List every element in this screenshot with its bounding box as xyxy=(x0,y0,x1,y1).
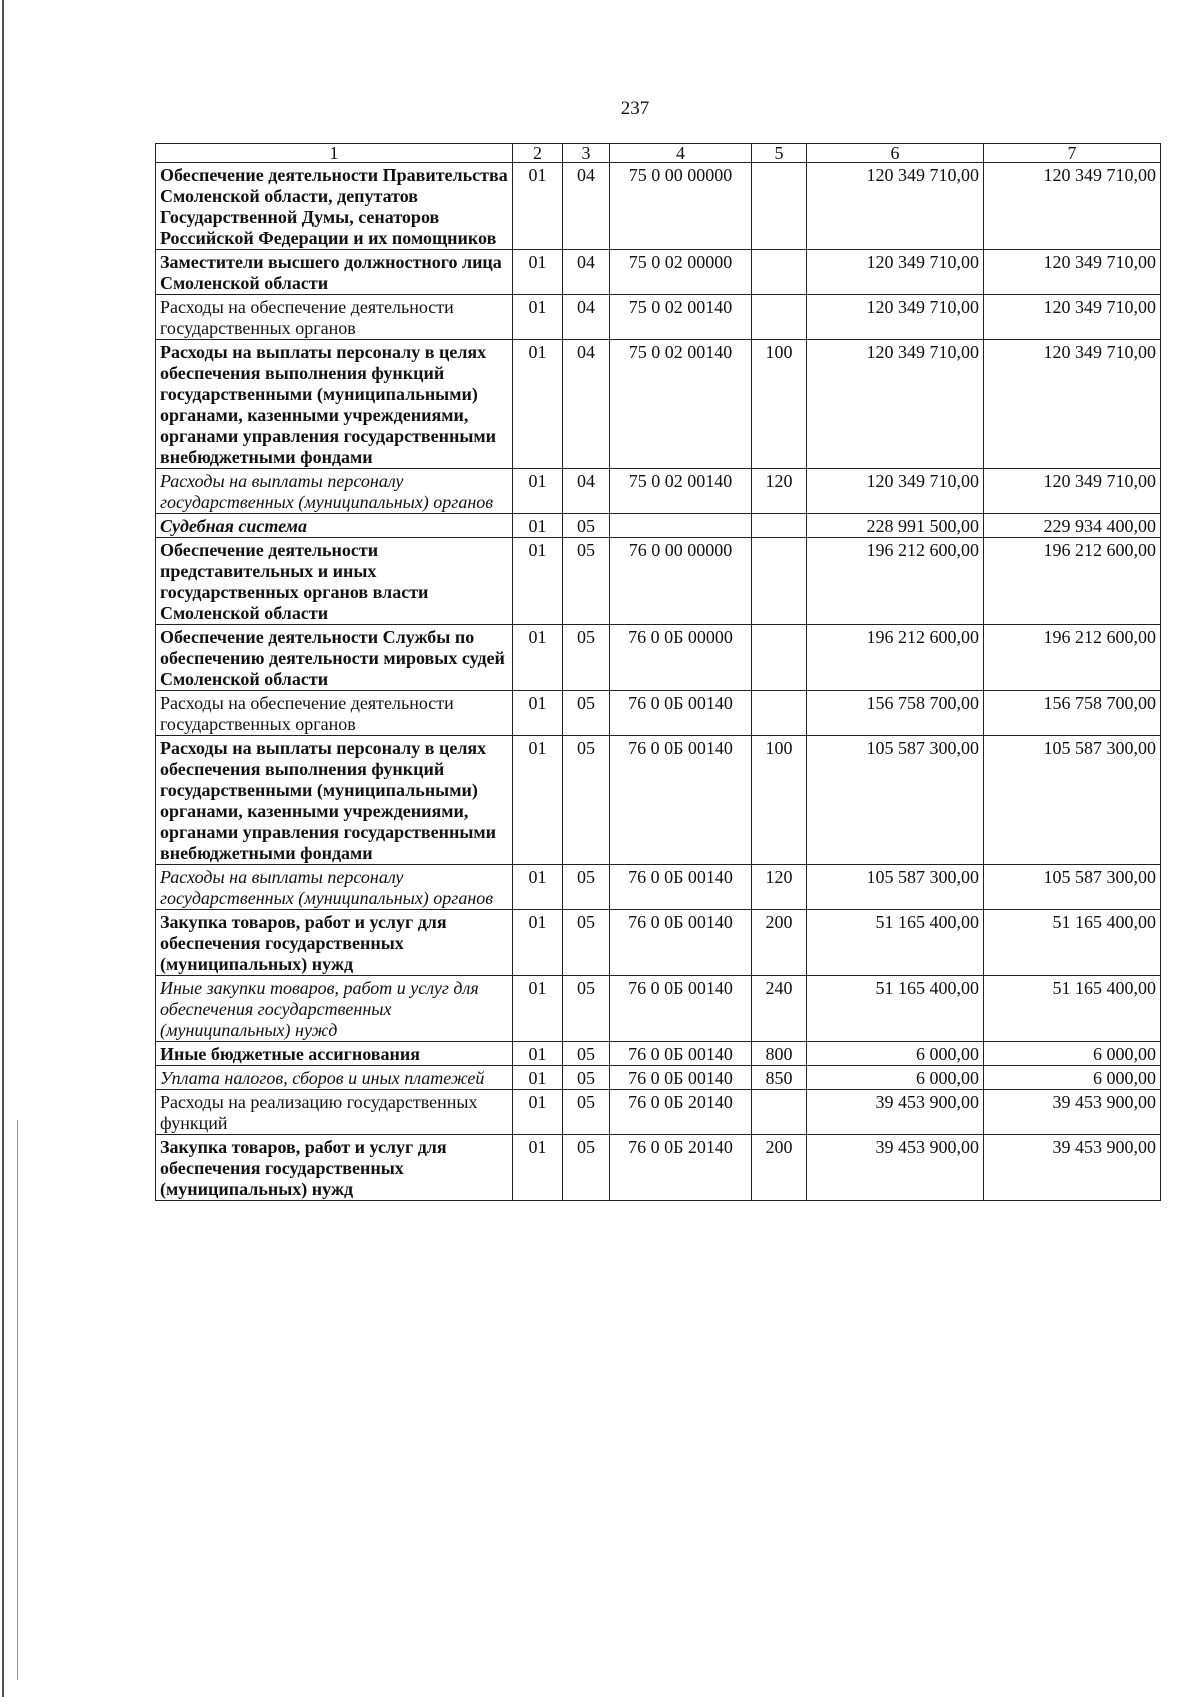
row-target-code-cell: 75 0 02 00140 xyxy=(610,469,752,514)
row-target-code-cell: 75 0 00 00000 xyxy=(610,163,752,250)
row-name-cell: Расходы на выплаты персоналу государственных (муниципальных) органов xyxy=(156,865,513,910)
row-amount-1-cell: 120 349 710,00 xyxy=(807,340,984,469)
row-expense-type-cell: 100 xyxy=(752,340,807,469)
row-subsection-code-cell: 04 xyxy=(563,163,610,250)
row-section-code-cell: 01 xyxy=(513,691,563,736)
table-row xyxy=(156,538,1161,625)
row-expense-type-cell xyxy=(752,625,807,691)
row-subsection-code-cell: 05 xyxy=(563,625,610,691)
row-amount-1-cell: 105 587 300,00 xyxy=(807,736,984,865)
row-amount-2-cell: 39 453 900,00 xyxy=(984,1135,1161,1201)
row-subsection-code-cell: 05 xyxy=(563,976,610,1042)
header-col-7: 7 xyxy=(984,144,1161,163)
row-subsection-code-cell: 04 xyxy=(563,340,610,469)
row-expense-type-cell xyxy=(752,538,807,625)
row-target-code-cell: 76 0 0Б 00140 xyxy=(610,736,752,865)
row-name-cell: Закупка товаров, работ и услуг для обеспечения государственных (муниципальных) нужд xyxy=(156,1135,513,1201)
row-subsection-code-cell: 05 xyxy=(563,514,610,538)
row-expense-type-cell: 850 xyxy=(752,1066,807,1090)
table-row xyxy=(156,469,1161,514)
row-expense-type-cell: 200 xyxy=(752,910,807,976)
row-name-cell: Расходы на выплаты персоналу государственных (муниципальных) органов xyxy=(156,469,513,514)
row-amount-2-cell: 120 349 710,00 xyxy=(984,163,1161,250)
row-name-cell: Заместители высшего должностного лица Смоленской области xyxy=(156,250,513,295)
row-subsection-code-cell: 04 xyxy=(563,295,610,340)
table-row xyxy=(156,865,1161,910)
row-amount-2-cell: 51 165 400,00 xyxy=(984,976,1161,1042)
row-subsection-code-cell: 04 xyxy=(563,469,610,514)
table-row xyxy=(156,163,1161,250)
table-row xyxy=(156,976,1161,1042)
row-subsection-code-cell: 05 xyxy=(563,1042,610,1066)
row-amount-1-cell: 156 758 700,00 xyxy=(807,691,984,736)
row-expense-type-cell xyxy=(752,295,807,340)
row-expense-type-cell xyxy=(752,250,807,295)
table-row xyxy=(156,691,1161,736)
row-target-code-cell: 76 0 00 00000 xyxy=(610,538,752,625)
row-amount-2-cell: 105 587 300,00 xyxy=(984,736,1161,865)
row-expense-type-cell xyxy=(752,163,807,250)
row-amount-1-cell: 51 165 400,00 xyxy=(807,976,984,1042)
row-section-code-cell: 01 xyxy=(513,538,563,625)
row-amount-1-cell: 105 587 300,00 xyxy=(807,865,984,910)
row-name-cell: Судебная система xyxy=(156,514,513,538)
row-amount-2-cell: 51 165 400,00 xyxy=(984,910,1161,976)
row-expense-type-cell: 240 xyxy=(752,976,807,1042)
row-target-code-cell: 76 0 0Б 00140 xyxy=(610,910,752,976)
table-row xyxy=(156,1042,1161,1066)
table-row xyxy=(156,514,1161,538)
row-subsection-code-cell: 05 xyxy=(563,691,610,736)
row-target-code-cell: 76 0 0Б 00140 xyxy=(610,976,752,1042)
row-section-code-cell: 01 xyxy=(513,295,563,340)
header-col-1: 1 xyxy=(156,144,513,163)
row-expense-type-cell xyxy=(752,1090,807,1135)
row-name-cell: Обеспечение деятельности представительных и иных государственных органов власти Смоленской области xyxy=(156,538,513,625)
header-col-3: 3 xyxy=(563,144,610,163)
row-subsection-code-cell: 04 xyxy=(563,250,610,295)
row-amount-1-cell: 51 165 400,00 xyxy=(807,910,984,976)
row-amount-1-cell: 120 349 710,00 xyxy=(807,250,984,295)
table-row xyxy=(156,910,1161,976)
row-section-code-cell: 01 xyxy=(513,865,563,910)
row-section-code-cell: 01 xyxy=(513,910,563,976)
row-amount-1-cell: 196 212 600,00 xyxy=(807,625,984,691)
table-row xyxy=(156,625,1161,691)
row-amount-1-cell: 6 000,00 xyxy=(807,1042,984,1066)
row-name-cell: Обеспечение деятельности Службы по обеспечению деятельности мировых судей Смоленской области xyxy=(156,625,513,691)
row-expense-type-cell: 100 xyxy=(752,736,807,865)
row-expense-type-cell: 120 xyxy=(752,865,807,910)
scan-edge-line-inner xyxy=(17,1120,18,1680)
row-amount-2-cell: 196 212 600,00 xyxy=(984,625,1161,691)
row-amount-1-cell: 120 349 710,00 xyxy=(807,295,984,340)
row-amount-1-cell: 120 349 710,00 xyxy=(807,163,984,250)
row-expense-type-cell: 120 xyxy=(752,469,807,514)
header-col-5: 5 xyxy=(752,144,807,163)
row-target-code-cell: 76 0 0Б 00000 xyxy=(610,625,752,691)
header-col-6: 6 xyxy=(807,144,984,163)
row-subsection-code-cell: 05 xyxy=(563,1135,610,1201)
row-section-code-cell: 01 xyxy=(513,250,563,295)
row-name-cell: Расходы на реализацию государственных функций xyxy=(156,1090,513,1135)
row-section-code-cell: 01 xyxy=(513,514,563,538)
row-section-code-cell: 01 xyxy=(513,340,563,469)
budget-table xyxy=(155,143,1161,1201)
row-amount-1-cell: 196 212 600,00 xyxy=(807,538,984,625)
row-target-code-cell xyxy=(610,514,752,538)
row-name-cell: Обеспечение деятельности Правительства Смоленской области, депутатов Государственной Думы, сенаторов Российской Федерации и их помощников xyxy=(156,163,513,250)
row-subsection-code-cell: 05 xyxy=(563,1066,610,1090)
row-target-code-cell: 76 0 0Б 00140 xyxy=(610,691,752,736)
row-section-code-cell: 01 xyxy=(513,736,563,865)
row-amount-1-cell: 6 000,00 xyxy=(807,1066,984,1090)
row-name-cell: Иные закупки товаров, работ и услуг для обеспечения государственных (муниципальных) нужд xyxy=(156,976,513,1042)
row-amount-2-cell: 120 349 710,00 xyxy=(984,340,1161,469)
row-amount-2-cell: 6 000,00 xyxy=(984,1066,1161,1090)
row-section-code-cell: 01 xyxy=(513,469,563,514)
row-amount-2-cell: 120 349 710,00 xyxy=(984,295,1161,340)
row-target-code-cell: 75 0 02 00000 xyxy=(610,250,752,295)
table-row xyxy=(156,250,1161,295)
header-col-4: 4 xyxy=(610,144,752,163)
row-subsection-code-cell: 05 xyxy=(563,736,610,865)
row-name-cell: Закупка товаров, работ и услуг для обеспечения государственных (муниципальных) нужд xyxy=(156,910,513,976)
table-row xyxy=(156,340,1161,469)
row-expense-type-cell: 800 xyxy=(752,1042,807,1066)
row-amount-2-cell: 105 587 300,00 xyxy=(984,865,1161,910)
row-amount-2-cell: 120 349 710,00 xyxy=(984,250,1161,295)
table-row xyxy=(156,1135,1161,1201)
row-section-code-cell: 01 xyxy=(513,163,563,250)
row-target-code-cell: 76 0 0Б 20140 xyxy=(610,1135,752,1201)
table-row xyxy=(156,1090,1161,1135)
row-subsection-code-cell: 05 xyxy=(563,865,610,910)
row-amount-2-cell: 39 453 900,00 xyxy=(984,1090,1161,1135)
row-subsection-code-cell: 05 xyxy=(563,910,610,976)
row-name-cell: Расходы на выплаты персоналу в целях обеспечения выполнения функций государственными (муниципальными) органами, казенными учреждениями, органами управления государственными внебюджетными фондами xyxy=(156,736,513,865)
table-row xyxy=(156,295,1161,340)
row-target-code-cell: 75 0 02 00140 xyxy=(610,340,752,469)
row-target-code-cell: 76 0 0Б 00140 xyxy=(610,1066,752,1090)
row-amount-2-cell: 229 934 400,00 xyxy=(984,514,1161,538)
row-name-cell: Расходы на выплаты персоналу в целях обеспечения выполнения функций государственными (муниципальными) органами, казенными учреждениями, органами управления государственными внебюджетными фондами xyxy=(156,340,513,469)
row-expense-type-cell: 200 xyxy=(752,1135,807,1201)
row-expense-type-cell xyxy=(752,514,807,538)
row-subsection-code-cell: 05 xyxy=(563,538,610,625)
header-col-2: 2 xyxy=(513,144,563,163)
row-name-cell: Расходы на обеспечение деятельности государственных органов xyxy=(156,295,513,340)
row-target-code-cell: 76 0 0Б 20140 xyxy=(610,1090,752,1135)
row-amount-2-cell: 6 000,00 xyxy=(984,1042,1161,1066)
row-amount-2-cell: 120 349 710,00 xyxy=(984,469,1161,514)
row-expense-type-cell xyxy=(752,691,807,736)
row-amount-1-cell: 39 453 900,00 xyxy=(807,1135,984,1201)
row-name-cell: Уплата налогов, сборов и иных платежей xyxy=(156,1066,513,1090)
row-name-cell: Иные бюджетные ассигнования xyxy=(156,1042,513,1066)
row-target-code-cell: 75 0 02 00140 xyxy=(610,295,752,340)
table-row xyxy=(156,736,1161,865)
row-name-cell: Расходы на обеспечение деятельности государственных органов xyxy=(156,691,513,736)
scan-edge-line xyxy=(2,0,4,1697)
row-subsection-code-cell: 05 xyxy=(563,1090,610,1135)
header-row xyxy=(156,144,1161,163)
row-section-code-cell: 01 xyxy=(513,1066,563,1090)
row-amount-1-cell: 120 349 710,00 xyxy=(807,469,984,514)
row-amount-1-cell: 228 991 500,00 xyxy=(807,514,984,538)
row-target-code-cell: 76 0 0Б 00140 xyxy=(610,865,752,910)
row-target-code-cell: 76 0 0Б 00140 xyxy=(610,1042,752,1066)
row-amount-2-cell: 196 212 600,00 xyxy=(984,538,1161,625)
row-amount-1-cell: 39 453 900,00 xyxy=(807,1090,984,1135)
table-row xyxy=(156,1066,1161,1090)
row-section-code-cell: 01 xyxy=(513,976,563,1042)
row-section-code-cell: 01 xyxy=(513,1042,563,1066)
row-section-code-cell: 01 xyxy=(513,1090,563,1135)
row-amount-2-cell: 156 758 700,00 xyxy=(984,691,1161,736)
page-number: 237 xyxy=(620,98,650,119)
row-section-code-cell: 01 xyxy=(513,625,563,691)
row-section-code-cell: 01 xyxy=(513,1135,563,1201)
